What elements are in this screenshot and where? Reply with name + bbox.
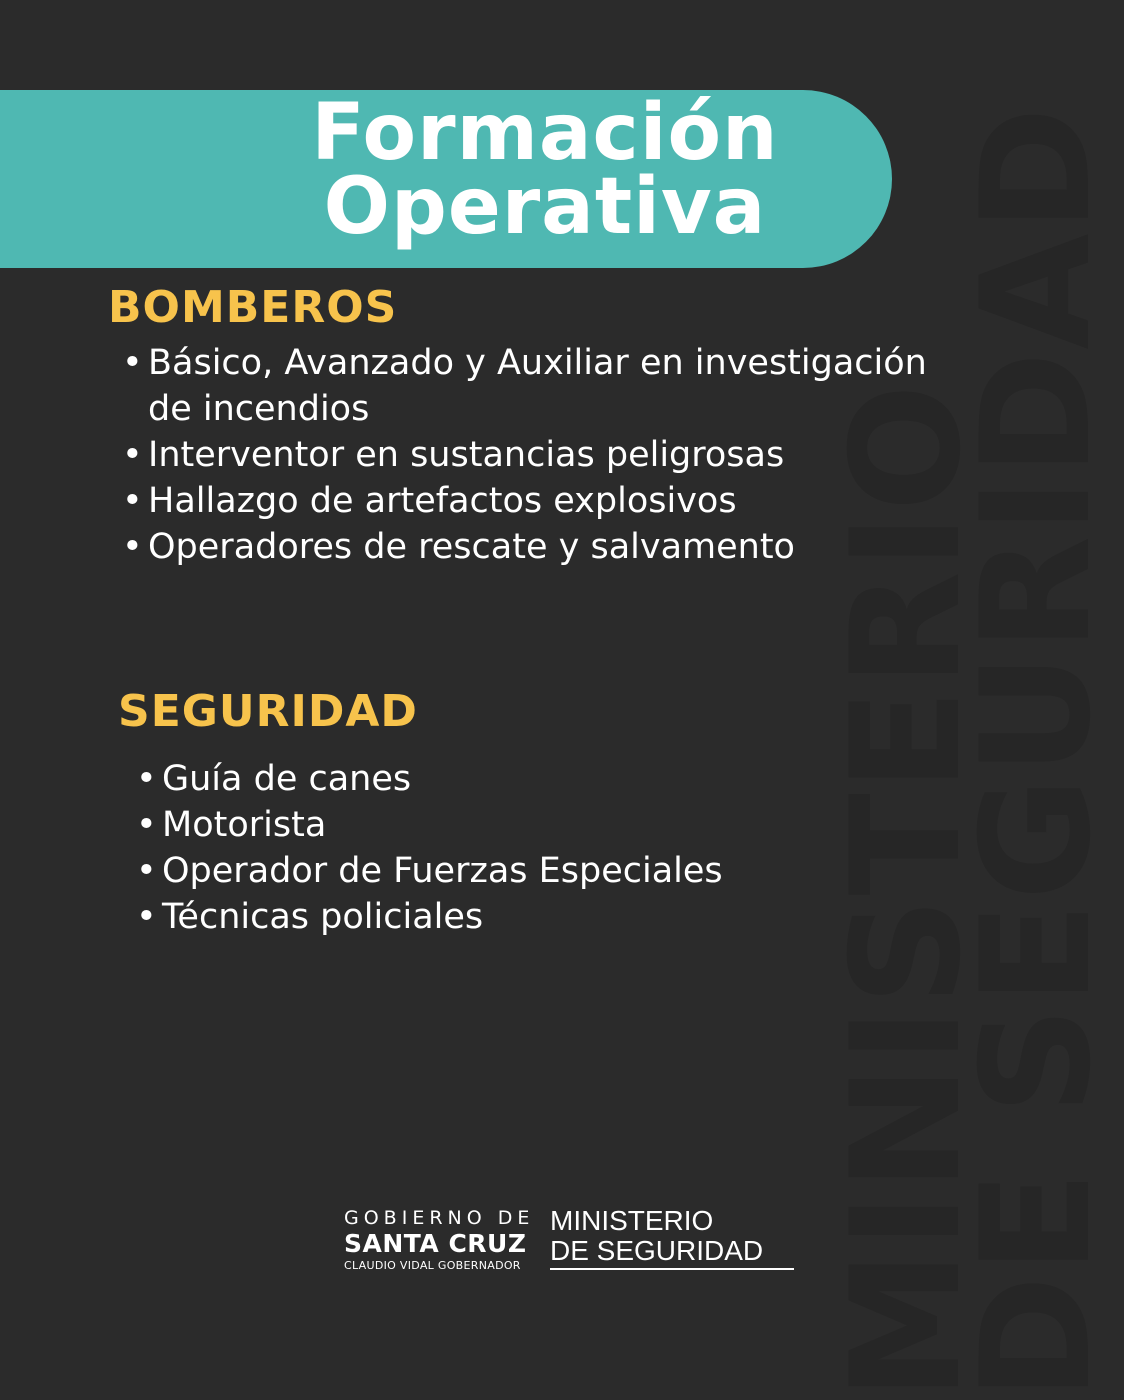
seguridad-list (132, 756, 832, 940)
section-heading-bomberos: BOMBEROS (108, 282, 398, 333)
bullet-icon: • (122, 527, 143, 567)
bullet-icon: • (136, 897, 157, 937)
bullet-icon: • (122, 481, 143, 521)
title-line-2: Operativa (323, 162, 767, 252)
gov-line-3: CLAUDIO VIDAL GOBERNADOR (344, 1259, 521, 1272)
ministry-logo (550, 1206, 794, 1270)
ministry-line-1: MINISTERIO (550, 1205, 714, 1236)
gov-line-1: GOBIERNO DE (344, 1207, 535, 1229)
bullet-icon: • (122, 435, 143, 475)
bullet-icon: • (136, 805, 157, 845)
bullet-icon: • (122, 343, 143, 383)
list-item: • Motorista (132, 802, 832, 848)
government-logo (344, 1206, 550, 1274)
watermark-line-1: MINISTERIO (820, 381, 994, 1400)
title-line-1: Formación (311, 88, 779, 178)
footer-logo (344, 1206, 804, 1276)
bomberos-list (118, 340, 958, 570)
list-item: • Guía de canes (132, 756, 832, 802)
gov-line-2: SANTA CRUZ (344, 1229, 527, 1258)
list-item: • Operadores de rescate y salvamento (118, 524, 958, 570)
page-title (300, 88, 790, 252)
watermark-line-2: DE SEGURIDAD (950, 104, 1124, 1400)
section-heading-seguridad: SEGURIDAD (118, 686, 418, 737)
list-item: • Técnicas policiales (132, 894, 832, 940)
bullet-icon: • (136, 759, 157, 799)
list-item: • Básico, Avanzado y Auxiliar en investigación de incendios (118, 340, 958, 432)
list-item: • Hallazgo de artefactos explosivos (118, 478, 958, 524)
ministry-line-2: DE SEGURIDAD (550, 1235, 764, 1266)
list-item: • Interventor en sustancias peligrosas (118, 432, 958, 478)
bullet-icon: • (136, 851, 157, 891)
list-item: • Operador de Fuerzas Especiales (132, 848, 832, 894)
